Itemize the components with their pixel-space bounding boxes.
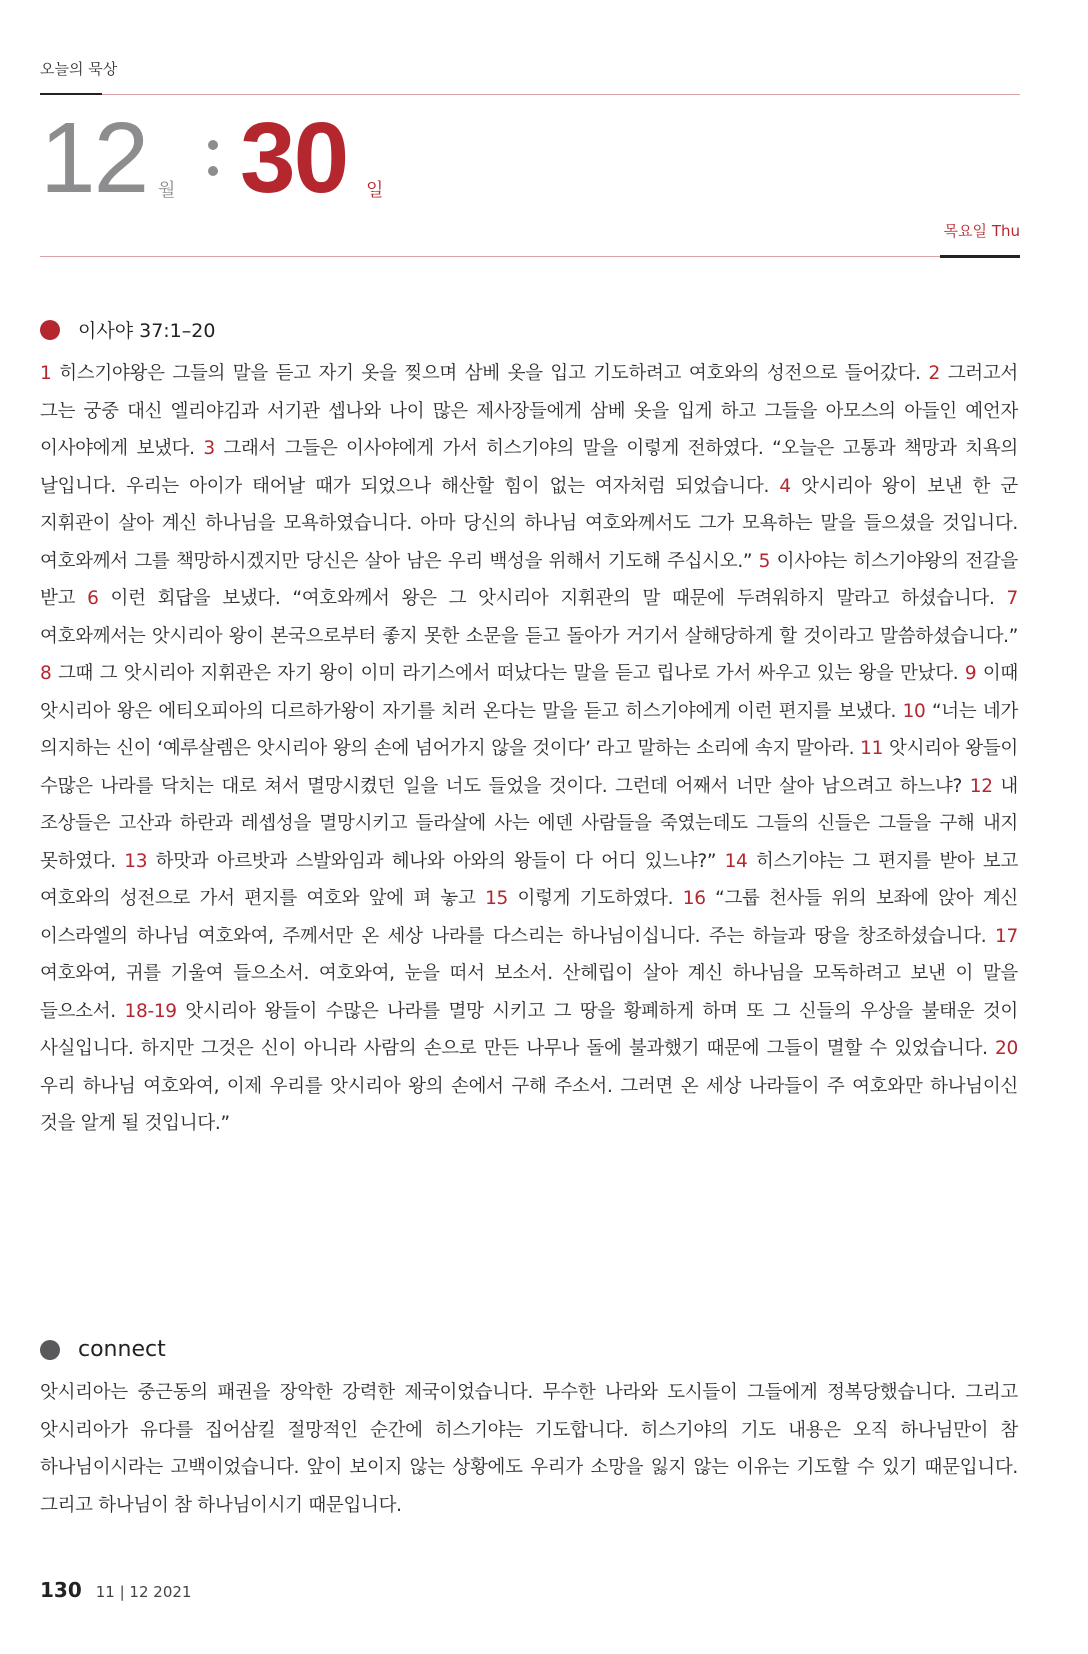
footer (40, 1578, 191, 1602)
verse-number: 9 (964, 663, 977, 684)
verse-text: 여호와여, 귀를 기울여 들으소서. 여호와여, 눈을 떠서 보소서. 산헤립이 살아 계신 하나님을 모독하려고 보낸 이 말을 들으소서. (40, 963, 1018, 1022)
verse-number: 3 (203, 438, 215, 459)
verse-text: 앗시리아 왕이 보낸 한 군 지휘관이 살아 계신 하나님을 모욕하였습니다. 아마 당신의 하나님 여호와께서도 그가 모욕하는 말을 들으셨을 것입니다. 여호와께서 그를 책망하시겠지만 당신은 살아 남은 우리 백성을 위해서 기도해 주십시오.” (40, 475, 1018, 572)
colon-dot-bottom (208, 166, 218, 176)
verse-number: 2 (928, 363, 940, 384)
weekday-rule-light (40, 256, 940, 257)
verse-number: 15 (485, 888, 509, 909)
weekday: 목요일 Thu (943, 222, 1020, 240)
connect-heading (40, 1337, 166, 1362)
scripture-body (40, 355, 1018, 1143)
header-rule-dark (40, 93, 102, 95)
verse-number: 18-19 (124, 1000, 177, 1022)
verse-text: 하맛과 아르밧과 스발와임과 헤나와 아와의 왕들이 다 어디 있느냐?” (147, 850, 725, 872)
day-number: 30 (240, 102, 348, 214)
verse-text: 우리 하나님 여호와여, 이제 우리를 앗시리아 왕의 손에서 구해 주소서. 그러면 온 세상 나라들이 주 여호와만 하나님이신 것을 알게 될 것입니다.” (40, 1075, 1018, 1134)
header-label: 오늘의 묵상 (40, 60, 118, 78)
verse-number: 13 (124, 850, 148, 872)
month-number: 12 (40, 102, 148, 214)
verse-text: 앗시리아 왕들이 수많은 나라를 닥치는 대로 쳐서 멸망시켰던 일을 너도 들었을 것이다. 그런데 어째서 너만 살아 남으려고 하느냐? (40, 738, 1018, 797)
bullet-icon (40, 320, 60, 340)
colon-dot-top (208, 140, 218, 150)
header-rule-light (102, 94, 1020, 95)
verse-number: 4 (779, 475, 791, 497)
verse-text: 그때 그 앗시리아 지휘관은 자기 왕이 이미 라기스에서 떠났다는 말을 듣고 립나로 가서 싸우고 있는 왕을 만났다. (51, 663, 965, 684)
verse-number: 6 (87, 588, 99, 609)
verse-number: 11 (860, 738, 884, 759)
verse-number: 14 (724, 850, 748, 872)
verse-number: 8 (40, 663, 52, 684)
verse-text: 이사야는 히스기야왕의 전갈을 받고 (40, 550, 1019, 609)
verse-text: “너는 네가 의지하는 신이 ‘예루살렘은 앗시리아 왕의 손에 넘어가지 않을 것이다’ 라고 말하는 소리에 속지 말아라. (40, 700, 1019, 759)
verse-number: 12 (969, 775, 993, 797)
verse-number: 16 (682, 888, 706, 909)
verse-number: 10 (902, 700, 926, 722)
bullet-icon (40, 1340, 60, 1360)
verse-text: 그래서 그들은 이사야에게 가서 히스기야의 말을 이렇게 전하였다. “오늘은 고통과 책망과 치욕의 날입니다. 우리는 아이가 태어날 때가 되었으나 해산할 힘이 없는 여자처럼 되었습니다. (40, 438, 1018, 497)
scripture-heading (40, 316, 215, 343)
verse-text: 히스기야는 그 편지를 받아 보고 여호와의 성전으로 가서 편지를 여호와 앞에 펴 놓고 (40, 850, 1019, 909)
verse-number: 5 (758, 550, 771, 572)
issue-info: 11 | 12 2021 (95, 1583, 192, 1601)
verse-number: 1 (40, 363, 52, 384)
verse-number: 17 (995, 925, 1018, 947)
verse-text: 그러고서 그는 궁중 대신 엘리야김과 서기관 셉나와 나이 많은 제사장들에게 삼베 옷을 입게 하고 그들을 아모스의 아들인 예언자 이사야에게 보냈다. (40, 363, 1018, 459)
verse-text: 앗시리아 왕들이 수많은 나라를 멸망 시키고 그 땅을 황폐하게 하며 또 그 신들의 우상을 불태운 것이 사실입니다. 하지만 그것은 신이 아니라 사람의 손으로 만든 나무나 돌에 불과했기 때문에 그들이 멸할 수 있었습니다. (40, 1000, 1018, 1059)
verse-text: 이때 앗시리아 왕은 에티오피아의 디르하가왕이 자기를 치러 온다는 말을 듣고 히스기야에게 이런 편지를 보냈다. (40, 663, 1018, 722)
connect-title: connect (78, 1337, 166, 1362)
verse-text: 히스기야왕은 그들의 말을 듣고 자기 옷을 찢으며 삼베 옷을 입고 기도하려고 여호와의 성전으로 들어갔다. (51, 363, 929, 384)
month-unit: 월 (158, 180, 176, 201)
day-unit: 일 (366, 180, 384, 201)
verse-number: 7 (1006, 588, 1018, 609)
verse-text: 여호와께서는 앗시리아 왕이 본국으로부터 좋지 못한 소문을 듣고 돌아가 거기서 살해당하게 할 것이라고 말씀하셨습니다.” (40, 625, 1018, 647)
weekday-rule-dark (940, 255, 1020, 258)
verse-text: 이런 회답을 보냈다. “여호와께서 왕은 그 앗시리아 지휘관의 말 때문에 두려워하지 말라고 하셨습니다. (98, 588, 1007, 609)
verse-text: 이렇게 기도하였다. (508, 888, 683, 909)
verse-text: 내 조상들은 고산과 하란과 레셉성을 멸망시키고 들라살에 사는 에덴 사람들을 죽였는데도 그들의 신들은 그들을 구해 내지 못하였다. (40, 775, 1019, 872)
verse-text: “그룹 천사들 위의 보좌에 앉아 계신 이스라엘의 하나님 여호와여, 주께서만 온 세상 나라를 다스리는 하나님이십니다. 주는 하늘과 땅을 창조하셨습니다. (40, 888, 1019, 947)
verse-number: 20 (995, 1038, 1018, 1059)
page-number: 130 (40, 1578, 82, 1602)
connect-body: 앗시리아는 중근동의 패권을 장악한 강력한 제국이었습니다. 무수한 나라와 도시들이 그들에게 정복당했습니다. 그리고 앗시리아가 유다를 집어삼킬 절망적인 순간에 히스기야는 기도합니다. 히스기야의 기도 내용은 오직 하나님만이 참 하나님이시라는 고백이었습니다. 앞이 보이지 않는 상황에도 우리가 소망을 잃지 않는 이유는 기도할 수 있기 때문입니다. 그리고 하나님이 참 하나님이시기 때문입니다. (40, 1382, 1018, 1516)
scripture-reference: 이사야 37:1–20 (78, 320, 216, 342)
